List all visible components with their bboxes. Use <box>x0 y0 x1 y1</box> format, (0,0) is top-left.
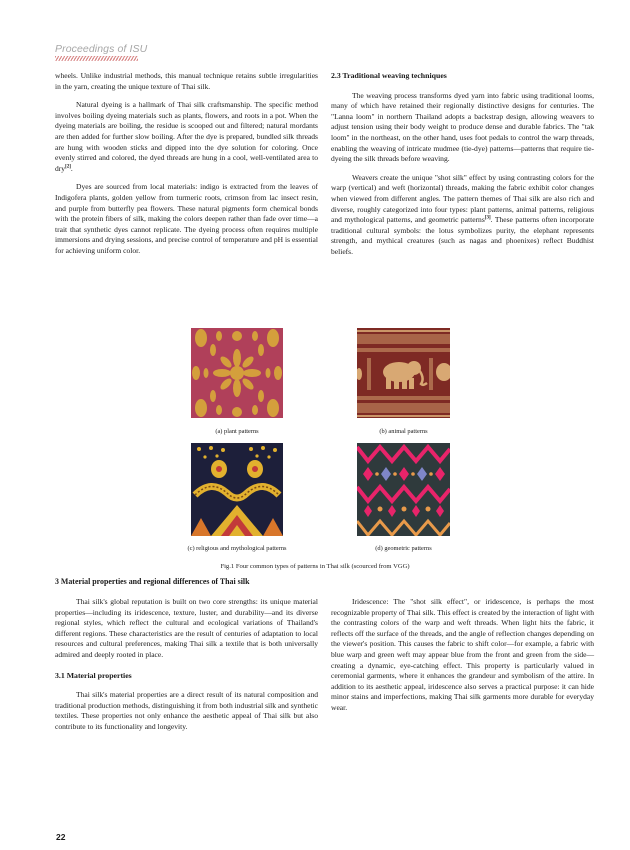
religious-pattern-image <box>191 443 283 536</box>
page-number: 22 <box>56 832 66 842</box>
paragraph-text: . <box>70 163 73 173</box>
section-heading: 2.3 Traditional weaving techniques <box>331 71 447 80</box>
left-column-top <box>55 71 318 265</box>
plant-pattern-image <box>191 328 283 418</box>
geometric-pattern-image <box>357 443 450 536</box>
section-heading: 3 Material properties and regional differences of Thai silk <box>55 577 250 586</box>
paragraph: Iridescence: The "shot silk effect", or iridescence, is perhaps the most recognizable property of Thai silk. This effect is created by the interaction of light with the contrasting colors of the warp and weft threads. When light hits the fabric, it reflects off the surface of the threads, and the angle of reflection changes depending on the viewer's position. This causes the fabric to shift color—for example, a fabric with blue warp and green weft may appear blue from the front and green from the side—creating a dynamic, eye-catching effect. This property is particularly valued in ceremonial garments, where it enhances the grandeur and symbolism of the attire. In addition to its aesthetic appeal, iridescence also serves a practical purpose: it can hide minor stains and imperfections, making Thai silk garments more durable for everyday wear. <box>331 597 595 712</box>
journal-title: Proceedings of ISU <box>55 43 148 55</box>
panel-caption-d: (d) geometric patterns <box>375 545 432 552</box>
paragraph: Thai silk's global reputation is built on two core strengths: its unique material properties—including its iridescence, texture, luster, and durability—and its diverse regional styles, which reflect the cultural and ecological variations of Thailand's different regions. These characteristics are the result of centuries of adaptation to local resources and cultural preferences, making Thai silk a textile that is both universally admired and deeply rooted in place. <box>55 597 318 659</box>
subsection-heading: 3.1 Material properties <box>55 670 132 680</box>
paragraph: Dyes are sourced from local materials: indigo is extracted from the leaves of Indigofera plants, golden yellow from turmeric roots, crimson from lac insect resin, and purple from butterfly pea flowers. These natural pigments form chemical bonds with the protein fibers of silk, making the colors deepen rather than fade over time—a trait that synthetic dyes cannot replicate. The dyeing process often requires multiple immersions and drying sessions, and precise control of temperature and pH is essential for achieving uniform color. <box>55 182 318 255</box>
paragraph-text: . These patterns often incorporate traditional cultural symbols: the lotus symbolizes purity, the elephant represents strength, and mythical creatures (such as nagas and phoenixes) reflect Buddhist beliefs. <box>331 215 595 256</box>
left-column-bottom <box>55 597 318 741</box>
paragraph-text: Natural dyeing is a hallmark of Thai silk craftsmanship. The specific method involves boiling dyeing materials such as plants, flowers, and roots in a pot. When the dyeing materials are boiling, the residue is scooped out and filtered; natural mordants are then added for further slow boiling. After the dye is prepared, bundled silk threads are hung with wooden sticks and dipped into the dye solution for coloring. Once evenly stirred and colored, the dyed threads are hung in a cool, well-ventilated area to dry <box>55 100 318 173</box>
figure-caption: Fig.1 Four common types of patterns in Thai silk (scourced from VGG) <box>220 563 410 570</box>
right-column-top <box>331 71 594 266</box>
paragraph: Thai silk's material properties are a direct result of its natural composition and traditional production methods, distinguishing it from both industrial silk and synthetic textiles. These properties not only enhance the aesthetic appeal of Thai silk but also contribute to its functionality and longevity. <box>55 690 318 731</box>
animal-pattern-image <box>357 328 450 418</box>
citation-ref[interactable]: [3] <box>484 215 491 221</box>
panel-caption-a: (a) plant patterns <box>215 428 259 435</box>
citation-ref[interactable]: [2] <box>65 164 71 170</box>
paragraph <box>331 173 594 258</box>
header-stripe-decoration <box>55 56 138 61</box>
paragraph <box>55 100 318 174</box>
right-column-bottom <box>331 597 594 722</box>
running-header <box>55 43 147 61</box>
paragraph: wheels. Unlike industrial methods, this manual technique retains subtle irregularities in the yarn, creating the unique texture of Thai silk. <box>55 71 318 91</box>
panel-caption-c: (c) religious and mythological patterns <box>187 545 287 552</box>
paragraph: The weaving process transforms dyed yarn into fabric using traditional looms, many of which have retained their regionally distinctive designs for centuries. The "Lanna loom" in northern Thailand adopts a backstrap design, allowing weavers to adjust tension using their body weight to produce dense and durable fabrics. The "tak loom" in the northeast, on the other hand, uses foot pedals to control the warp threads, enabling the weaving of intricate mudmee (tie-dye) patterns—patterns that require tie-dyeing the silk threads before weaving. <box>331 90 594 164</box>
paragraph-text: Weavers create the unique "shot silk" effect by using contrasting colors for the warp (vertical) and weft (horizontal) threads, making the fabric exhibit color changes when viewed from different angles. The pattern themes of Thai silk are also rich and diverse, roughly categorized into four types: plant patterns, animal patterns, religious and mythological patterns, and geometric patterns <box>331 172 594 225</box>
panel-caption-b: (b) animal patterns <box>379 428 428 435</box>
